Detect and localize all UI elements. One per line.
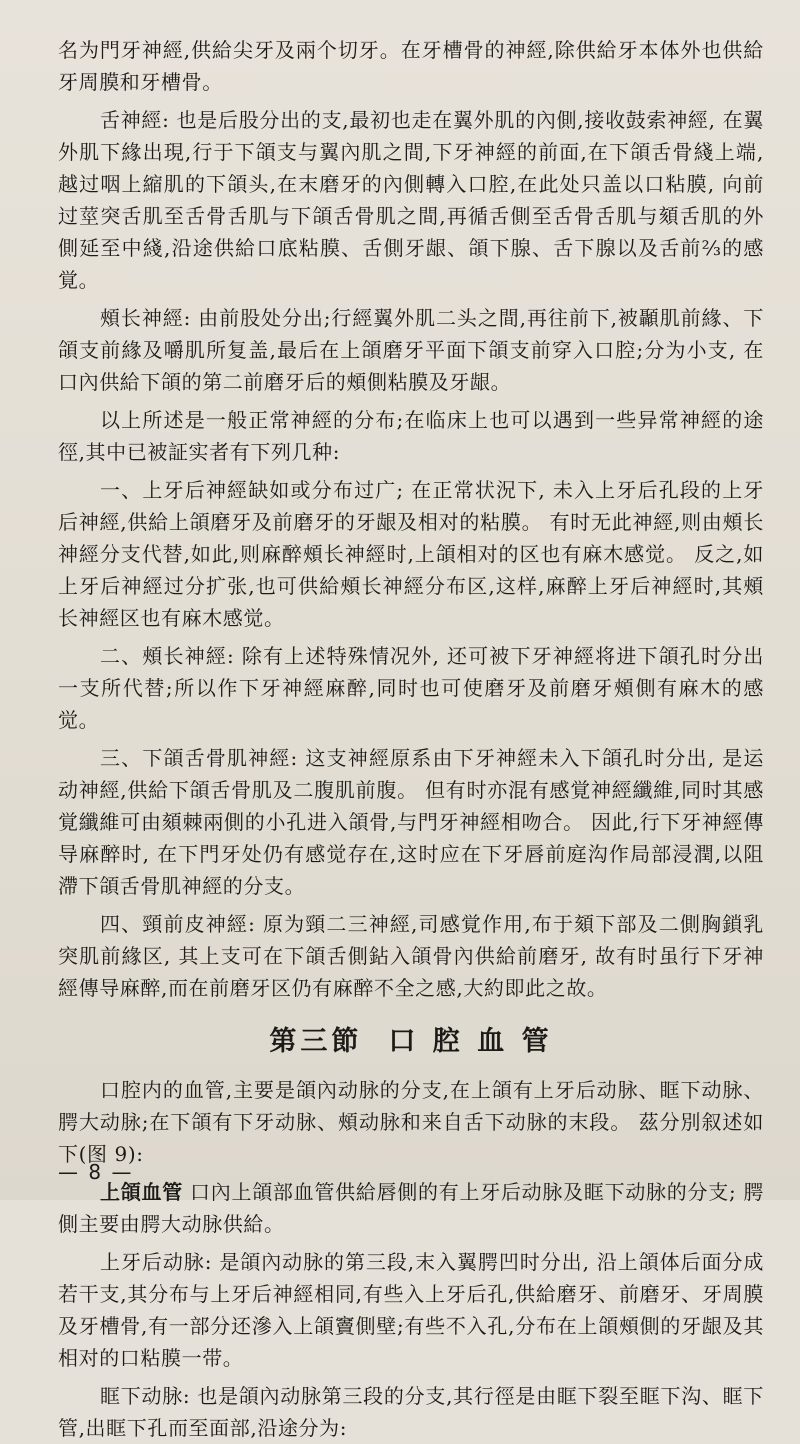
section-heading-title: 口 腔 血 管 bbox=[388, 1026, 553, 1057]
paragraph-item-one: 一、上牙后神經缺如或分布过广; 在正常状況下, 未入上牙后孔段的上牙后神經,供給上頜磨牙及前磨牙的牙龈及相对的粘膜。 有时无此神經,则由頰长神經分支代替,如此,则麻醉頰长神經时,上頜相对的区也有麻木感觉。 反之,如上牙后神經过分扩张,也可供給頰长神經分布区,这样,麻醉上牙后神經时,其頰长神經区也有麻木感觉。 bbox=[58, 478, 764, 630]
paragraph-summary: 以上所述是一般正常神經的分布;在临床上也可以遇到一些异常神經的途徑,其中已被証实者有下列几种: bbox=[58, 408, 764, 464]
paragraph-upper-vessels bbox=[58, 1176, 764, 1240]
page-number: — 8 — bbox=[58, 1160, 134, 1184]
paragraph-lingual-nerve: 舌神經: 也是后股分出的支,最初也走在翼外肌的內側,接收鼓索神經, 在翼外肌下緣出現,行于下頜支与翼內肌之間,下牙神經的前面,在下頜舌骨綫上端,越过咽上縮肌的下頜头,在末磨牙的內側轉入口腔,在此处只盖以口粘膜, 向前过莖突舌肌至舌骨舌肌与下頜舌骨肌之間,再循舌側至舌骨舌肌与頦舌肌的外側延至中綫,沿途供給口底粘膜、舌側牙龈、頜下腺、舌下腺以及舌前⅔的感覚。 bbox=[58, 108, 764, 292]
paragraph-item-two: 二、頰长神經: 除有上述特殊情况外, 还可被下牙神經将进下頜孔时分出一支所代替;所以作下牙神經麻醉,同时也可使磨牙及前磨牙頰側有麻木的感觉。 bbox=[58, 644, 764, 732]
paragraph-item-three: 三、下頜舌骨肌神經: 这支神經原系由下牙神經未入下頜孔时分出, 是运动神經,供給下頜舌骨肌及二腹肌前腹。 但有时亦混有感覚神經纖維,同时其感覚纖維可由頦棘兩側的小孔进入頜骨,与門牙神經相吻合。 因此,行下牙神經傳导麻醉时, 在下門牙处仍有感觉存在,这时应在下牙唇前庭沟作局部浸潤,以阻滯下頜舌骨肌神經的分支。 bbox=[58, 746, 764, 898]
paragraph-item-four: 四、頸前皮神經: 原为頸二三神經,司感覚作用,布于頦下部及二側胸鎖乳突肌前緣区, 其上支可在下頜舌側鉆入頜骨內供給前磨牙, 故有时虽行下牙神經傳导麻醉,而在前磨牙区仍有麻醉不全之感,大約即此之故。 bbox=[58, 912, 764, 1000]
paragraph-vessels-intro: 口腔内的血管,主要是頜內动脉的分支,在上頜有上牙后动脉、眶下动脉、腭大动脉;在下頜有下牙动脉、頰动脉和来自舌下动脉的末段。 茲分別叙述如下(图 9): bbox=[58, 1078, 764, 1166]
upper-vessels-label: 上頜血管 bbox=[100, 1180, 183, 1204]
paragraph-posterior-superior-artery: 上牙后动脉: 是頜內动脉的第三段,末入翼腭凹时分出, 沿上頜体后面分成若干支,其分布与上牙后神經相同,有些入上牙后孔,供給磨牙、前磨牙、牙周膜及牙槽骨,有一部分还滲入上頜竇側壁;有些不入孔,分布在上頜頰側的牙龈及其相对的口粘膜一带。 bbox=[58, 1250, 764, 1370]
paragraph-intro: 名为門牙神經,供給尖牙及兩个切牙。在牙槽骨的神經,除供給牙本体外也供給牙周膜和牙槽骨。 bbox=[58, 38, 764, 94]
section-heading-number: 第三節 bbox=[269, 1026, 363, 1057]
paragraph-infraorbital-artery: 眶下动脉: 也是頜內动脉第三段的分支,其行徑是由眶下裂至眶下沟、眶下管,出眶下孔而至面部,沿途分为: bbox=[58, 1384, 764, 1440]
paragraph-buccal-nerve: 頰长神經: 由前股处分出;行經翼外肌二头之間,再往前下,被顳肌前緣、下頜支前緣及嚼肌所复盖,最后在上頜磨牙平面下頜支前穿入口腔;分为小支, 在口內供給下頜的第二前磨牙后的頰側粘膜及牙龈。 bbox=[58, 306, 764, 394]
upper-vessels-text: 口內上頜部血管供給唇側的有上牙后动脉及眶下动脉的分支; 腭側主要由腭大动脉供給。 bbox=[58, 1180, 764, 1236]
section-heading bbox=[58, 1024, 764, 1060]
